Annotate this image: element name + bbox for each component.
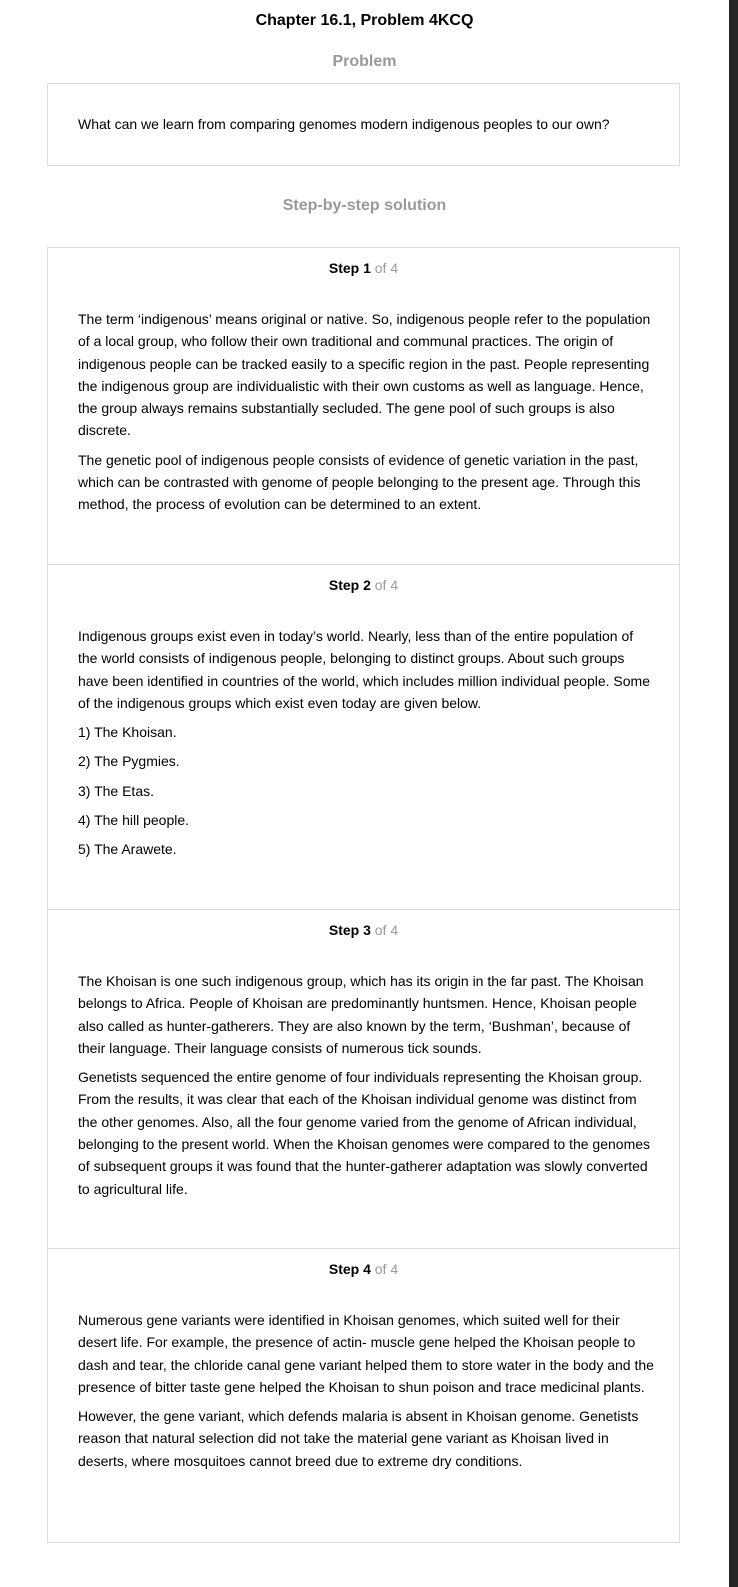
- problem-text: What can we learn from comparing genomes modern indigenous peoples to our own?: [78, 116, 610, 132]
- step-2: [47, 564, 680, 909]
- step-label: [48, 577, 679, 593]
- step-paragraph: Genetists sequenced the entire genome of four individuals representing the Khoisan group. From the results, it was clear that each of the Khoisan individual genome was distinct from the other genomes. Also, all the four genome varied from the genome of African individual, belonging to the present world. When the Khoisan genomes were compared to the genomes of subsequent groups it was found that the hunter-gatherer adaptation was slowly converted to agricultural life.: [78, 1069, 651, 1197]
- step-1: [47, 247, 680, 564]
- problem-box: [47, 83, 680, 166]
- problem-heading: Problem: [332, 53, 397, 70]
- step-number: Step 1: [328, 260, 371, 276]
- solution-heading: Step-by-step solution: [282, 197, 447, 214]
- step-paragraph: The genetic pool of indigenous people consists of evidence of genetic variation in the past, which can be contrasted with genome of people belonging to the present age. Through this method, the process of evolution can be determined to an extent.: [78, 451, 641, 513]
- step-3: [47, 909, 680, 1248]
- step-paragraph: However, the gene variant, which defends malaria is absent in Khoisan genome. Genetists reason that natural selection did not take the material gene variant as Khoisan lived in deserts, where mosquitoes cannot breed due to extreme dry conditions.: [78, 1408, 639, 1469]
- step-paragraph: The term ‘indigenous’ means original or native. So, indigenous people refer to the population of a local group, who follow their own traditional and communal practices. The origin of indigenous people can be tracked easily to a specific region in the past. People representing the indigenous group are individualistic with their own customs as well as language. Hence, the group always remains substantially secluded. The gene pool of such groups is also discrete.: [78, 311, 651, 439]
- step-count: of 4: [374, 260, 399, 276]
- step-number: Step 3: [328, 922, 371, 938]
- step-number: Step 2: [328, 577, 371, 593]
- step-body: [78, 625, 655, 868]
- list-item: 5) The Arawete.: [78, 841, 177, 858]
- step-body: [78, 970, 655, 1207]
- step-label: [48, 260, 679, 276]
- list-item: 1) The Khoisan.: [78, 724, 177, 741]
- page-title: Chapter 16.1, Problem 4KCQ: [255, 12, 474, 29]
- step-paragraph: Numerous gene variants were identified in Khoisan genomes, which suited well for their desert life. For example, the presence of actin- muscle gene helped the Khoisan people to dash and tear, the chloride canal gene variant helped them to store water in the body and the presence of bitter taste gene helped the Khoisan to shun poison and trace medicinal plants.: [78, 1312, 654, 1395]
- step-count: of 4: [374, 577, 399, 593]
- step-4: [47, 1248, 680, 1543]
- step-count: of 4: [374, 922, 399, 938]
- window-edge-bar: [729, 0, 738, 1587]
- step-body: [78, 1309, 655, 1479]
- list-item: 2) The Pygmies.: [78, 753, 180, 770]
- list-item: 3) The Etas.: [78, 782, 155, 799]
- step-number: Step 4: [328, 1261, 371, 1277]
- step-label: [48, 1261, 679, 1277]
- step-paragraph: The Khoisan is one such indigenous group, which has its origin in the far past. The Khoisan belongs to Africa. People of Khoisan are predominantly huntsmen. Hence, Khoisan people also called as hunter-gatherers. They are also known by the term, ‘Bushman’, because of their language. Their language consists of numerous tick sounds.: [78, 973, 644, 1056]
- step-label: [48, 922, 679, 938]
- step-count: of 4: [374, 1261, 399, 1277]
- step-paragraph: Indigenous groups exist even in today’s world. Nearly, less than of the entire population of the world consists of indigenous people, belonging to distinct groups. About such groups have been identified in countries of the world, which includes million individual people. Some of the indigenous groups which exist even today are given below.: [78, 628, 651, 711]
- step-body: [78, 308, 655, 523]
- list-item: 4) The hill people.: [78, 812, 190, 829]
